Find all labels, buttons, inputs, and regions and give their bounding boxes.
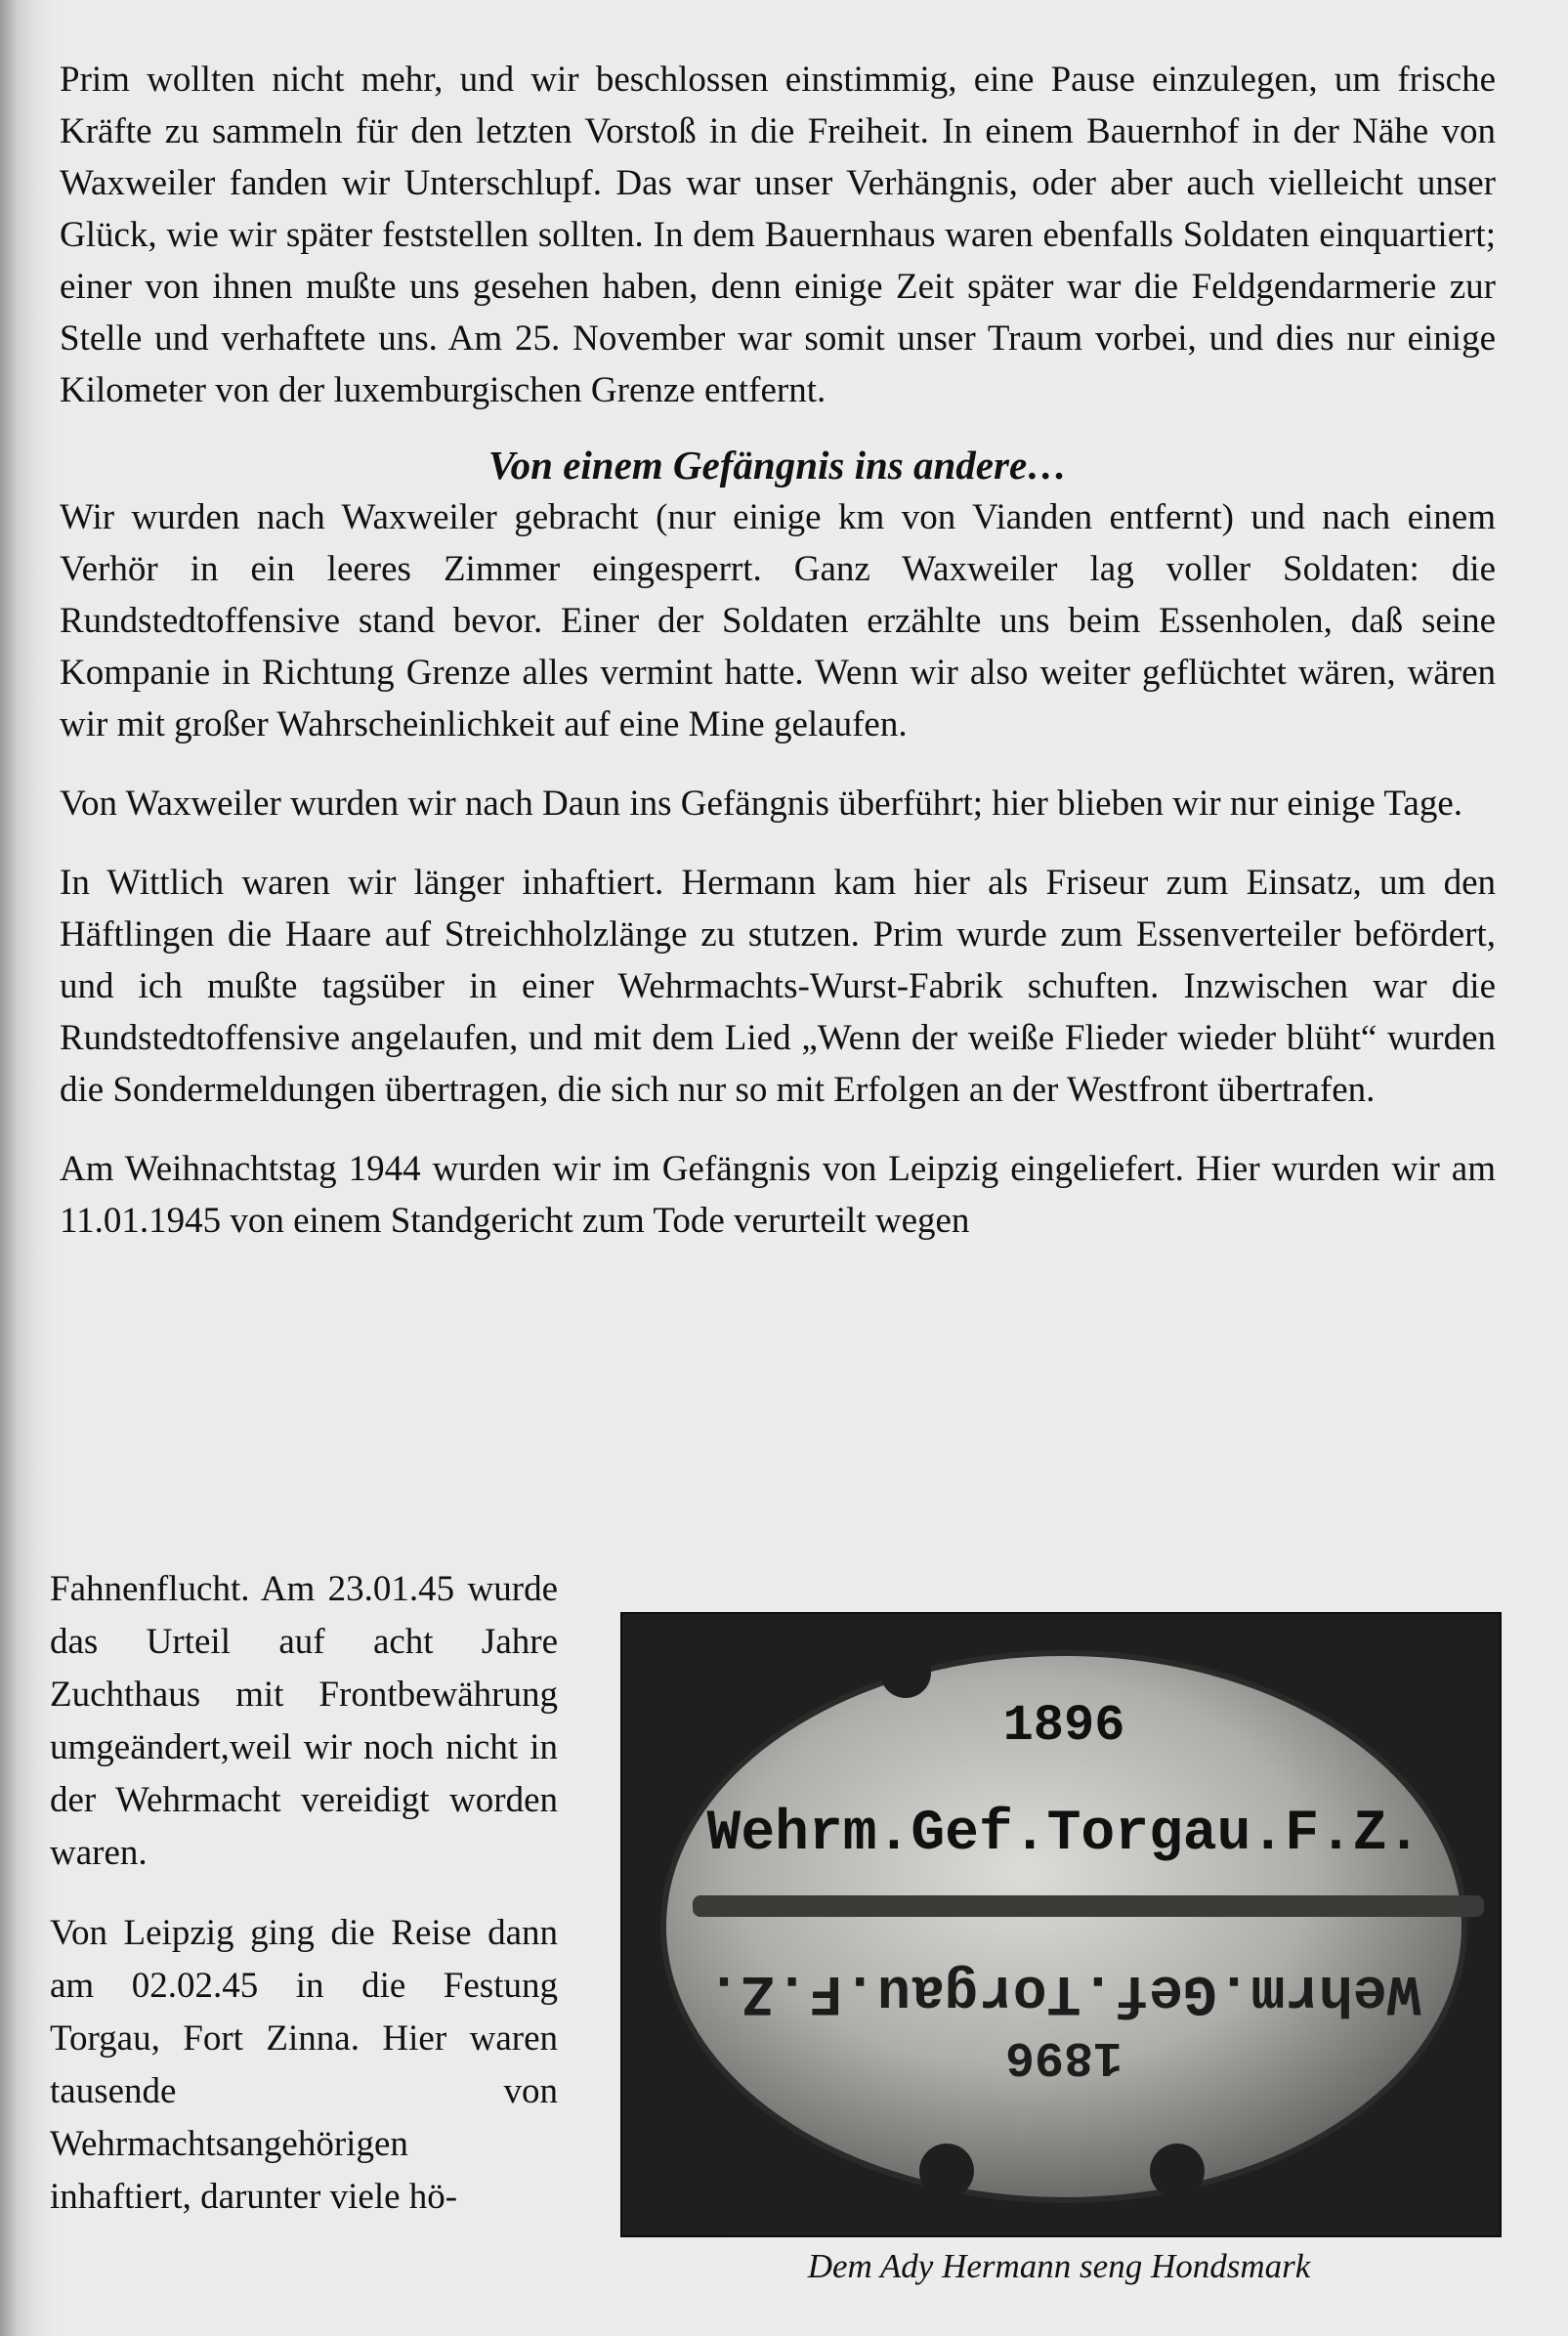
paragraph-waxweiler: Wir wurden nach Waxweiler gebracht (nur einige km von Vianden entfernt) und nach einem Verhör in ein leeres Zimmer eingesperrt. Ganz Waxweiler lag voller Soldaten: die Rundstedtoffensive stand bevor. Einer der Soldaten erzählte uns beim Essenholen, daß seine Kompanie in Richtung Grenze alles vermint hatte. Wenn wir also weiter geflüchtet wären, wären wir mit großer Wahrscheinlichkeit auf eine Mine gelaufen. <box>60 497 1496 744</box>
stamp-number-top: 1896 <box>1002 1697 1125 1755</box>
section-heading: Von einem Gefängnis ins andere… <box>487 443 1068 488</box>
paragraph-fahnenflucht: Fahnenflucht. Am 23.01.45 wurde das Urteil auf acht Jahre Zuchthaus mit Frontbewährung umgeändert,weil wir noch nicht in der Wehrmacht vereidigt worden waren. <box>50 1569 558 1873</box>
photo-caption: Dem Ady Hermann seng Hondsmark <box>807 2247 1311 2285</box>
tag-break-line <box>693 1895 1484 1917</box>
tag-hole-bottom-left <box>919 2144 974 2198</box>
stamp-text-top: Wehrm.Gef.Torgau.F.Z. <box>706 1803 1421 1866</box>
stamp-text-bottom: Wehrm.Gef.Torgau.F.Z. <box>706 1960 1421 2023</box>
tag-hole-bottom-right <box>1150 2144 1205 2198</box>
paragraph-wittlich: In Wittlich waren wir länger inhaftiert. Hermann kam hier als Friseur zum Einsatz, um den Häftlingen die Haare auf Streichholzlänge zu stutzen. Prim wurde zum Essenverteiler befördert, und ich mußte tagsüber in einer Wehrmachts-Wurst-Fabrik schuften. Inzwischen war die Rundstedtoffensive angelaufen, und mit dem Lied „Wenn der weiße Flieder wieder blüht“ wurden die Sondermeldungen übertragen, die sich nur so mit Erfolgen an der Westfront übertrafen. <box>60 863 1496 1110</box>
stamp-number-bottom: 1896 <box>1004 2028 1123 2084</box>
tag-hole-top <box>880 1647 931 1698</box>
paragraph-leipzig: Am Weihnachtstag 1944 wurden wir im Gefängnis von Leipzig eingeliefert. Hier wurden wir am 11.01.1945 von einem Standgericht zum Tode verurteilt wegen <box>60 1149 1496 1241</box>
paragraph-torgau: Von Leipzig ging die Reise dann am 02.02.45 in die Festung Torgau, Fort Zinna. Hier waren tausende von Wehrmachtsangehörigen inhaftiert, darunter viele hö- <box>50 1913 558 2217</box>
narrow-text-column <box>50 1563 558 2224</box>
text-and-photo-section <box>50 1563 1486 2306</box>
dog-tag-photo <box>620 1612 1502 2237</box>
dog-tag-illustration <box>622 1614 1500 2235</box>
paragraph-daun: Von Waxweiler wurden wir nach Daun ins Gefängnis überführt; hier blieben wir nur einige Tage. <box>60 784 1462 824</box>
paragraph-continuation: Prim wollten nicht mehr, und wir beschlossen einstimmig, eine Pause einzulegen, um frische Kräfte zu sammeln für den letzten Vorstoß in die Freiheit. In einem Bauernhof in der Nähe von Waxweiler fanden wir Unterschlupf. Das war unser Verhängnis, oder aber auch vielleicht unser Glück, wie wir später feststellen sollten. In dem Bauernhaus waren ebenfalls Soldaten einquartiert; einer von ihnen mußte uns gesehen haben, denn einige Zeit später war die Feldgendarmerie zur Stelle und verhaftete uns. Am 25. November war somit unser Traum vorbei, und dies nur einige Kilometer von der luxemburgischen Grenze entfernt. <box>60 60 1496 410</box>
main-text-column <box>60 54 1496 1247</box>
